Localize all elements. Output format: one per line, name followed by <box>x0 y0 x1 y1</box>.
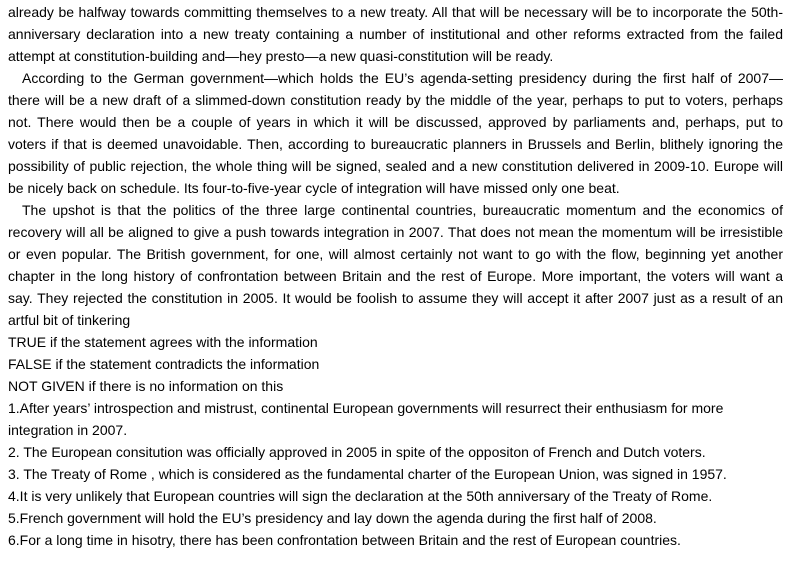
text-line: artful bit of tinkering <box>8 312 131 328</box>
question-list <box>8 397 783 551</box>
text-line: chapter in the long history of confrontation between Britain and the rest of Europe. More important, the voters will want a <box>8 268 783 284</box>
question-6: 6.For a long time in hisotry, there has been confrontation between Britain and the rest of European countries. <box>8 532 681 548</box>
text-line: possibility of public rejection, the whole thing will be signed, sealed and a new constitution delivered in 2009-10. Europe will <box>8 158 783 174</box>
instruction-true: TRUE if the statement agrees with the information <box>8 334 318 350</box>
question-line: integration in 2007. <box>8 422 128 438</box>
instruction-not-given: NOT GIVEN if there is no information on this <box>8 378 284 394</box>
text-line: there will be a new draft of a slimmed-down constitution ready by the middle of the year, perhaps to put to voters, perhaps <box>8 92 783 108</box>
text-line: recovery will all be aligned to give a push towards integration in 2007. That does not mean the momentum will be irresistible <box>8 224 783 240</box>
instruction-false: FALSE if the statement contradicts the information <box>8 356 320 372</box>
paragraph-2 <box>8 67 783 199</box>
text-line: voters if that is deemed unavoidable. Then, according to bureaucratic planners in Brussels and Berlin, blithely ignoring the <box>8 136 783 152</box>
text-line: already be halfway towards committing themselves to a new treaty. All that will be necessary will be to incorporate the 50th- <box>8 4 783 20</box>
text-line: not. There would then be a couple of years in which it will be discussed, approved by parliaments and, perhaps, put to <box>8 114 783 130</box>
question-5: 5.French government will hold the EU’s presidency and lay down the agenda during the first half of 2008. <box>8 510 657 526</box>
answer-instructions <box>8 331 783 397</box>
question-2: 2. The European consitution was officially approved in 2005 in spite of the oppositon of French and Dutch voters. <box>8 444 706 460</box>
text-line: attempt at constitution-building and—hey presto—a new quasi-constitution will be ready. <box>8 48 554 64</box>
passage <box>8 1 783 331</box>
text-line: be nicely back on schedule. Its four-to-five-year cycle of integration will have missed only one beat. <box>8 180 620 196</box>
text-line: say. They rejected the constitution in 2005. It would be foolish to assume they will accept it after 2007 just as a result of an <box>8 290 783 306</box>
document-page <box>8 1 783 551</box>
text-line: or even popular. The British government, for one, will almost certainly not want to go with the flow, beginning yet another <box>8 246 783 262</box>
paragraph-3 <box>8 199 783 331</box>
question-4: 4.It is very unlikely that European countries will sign the declaration at the 50th anniversary of the Treaty of Rome. <box>8 488 713 504</box>
text-line: anniversary declaration into a new treaty containing a number of institutional and other reforms extracted from the failed <box>8 26 783 42</box>
question-3: 3. The Treaty of Rome , which is considered as the fundamental charter of the European Union, was signed in 1957. <box>8 466 727 482</box>
text-line: According to the German government—which holds the EU’s agenda-setting presidency during the first half of 2007— <box>22 70 783 86</box>
paragraph-1 <box>8 1 783 67</box>
question-1 <box>8 397 783 441</box>
question-line: 1.After years’ introspection and mistrust, continental European governments will resurrect their enthusiasm for more <box>8 400 724 416</box>
text-line: The upshot is that the politics of the three large continental countries, bureaucratic momentum and the economics of <box>22 202 783 218</box>
